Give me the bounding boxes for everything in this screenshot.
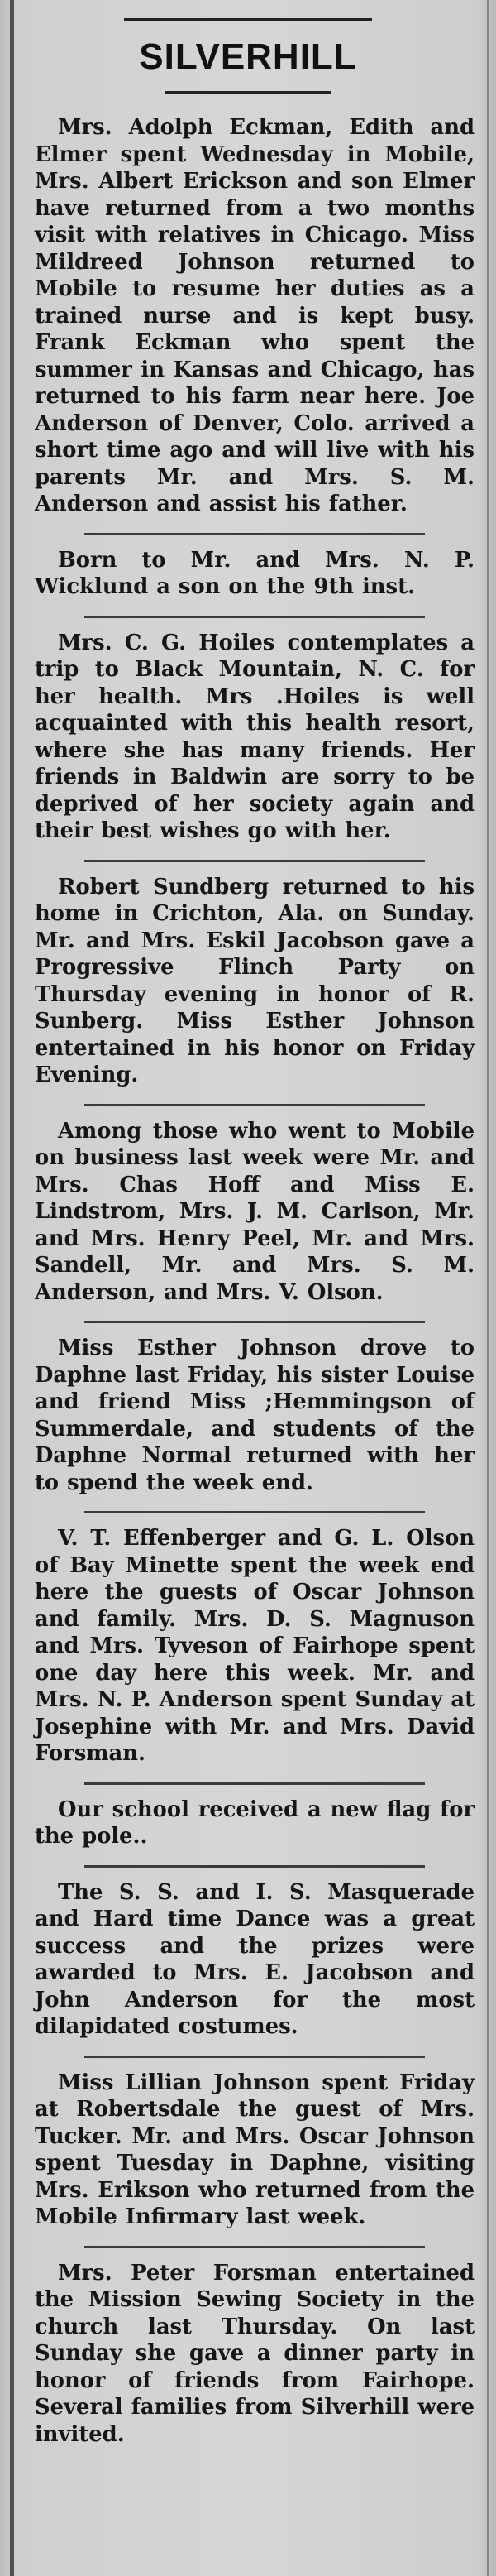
news-item: Mrs. C. G. Hoiles contemplates a trip to Black Mountain, N. C. for her health. Mrs .Hoiles is well acquainted with this health resort, where she has many friends. Her friends in Baldwin are sorry to be deprived of her society again and their best wishes go with her. <box>35 630 475 843</box>
item-separator <box>84 2246 425 2248</box>
item-separator <box>84 533 425 535</box>
headline-rule <box>165 91 331 94</box>
news-item: Mrs. Peter Forsman entertained the Mission Sewing Society in the church last Thursday. On last Sunday she gave a dinner party in honor of friends from Fairhope. Several families from Silverhill were invited. <box>35 2260 475 2447</box>
item-separator <box>84 1321 425 1323</box>
news-item: V. T. Effenberger and G. L. Olson of Bay Minette spent the week end here the guests of Oscar Johnson and family. Mrs. D. S. Magnuson and Mrs. Tyveson of Fairhope spent one day here this week. Mr. and Mrs. N. P. Anderson spent Sunday at Josephine with Mr. and Mrs. David Forsman. <box>35 1526 475 1766</box>
news-item: Among those who went to Mobile on business last week were Mr. and Mrs. Chas Hoff and Miss E. Lindstrom, Mrs. J. M. Carlson, Mr. and Mrs. Henry Peel, Mr. and Mrs. Sandell, Mr. and Mrs. S. M. Anderson, and Mrs. V. Olson. <box>35 1118 475 1305</box>
item-separator <box>84 1511 425 1513</box>
headline: SILVERHILL <box>139 36 357 77</box>
news-item: Born to Mr. and Mrs. N. P. Wicklund a son on the 9th inst. <box>35 547 475 599</box>
news-item: Miss Lillian Johnson spent Friday at Robertsdale the guest of Mrs. Tucker. Mr. and Mrs. Oscar Johnson spent Tuesday in Daphne, visiting Mrs. Erikson who returned from the Mobile Infirmary last week. <box>35 2070 475 2229</box>
column-rule-right <box>487 0 489 2576</box>
news-item: Mrs. Adolph Eckman, Edith and Elmer spent Wednesday in Mobile, Mrs. Albert Erickson and son Elmer have returned from a two months visit with relatives in Chicago. Miss Mildreed Johnson returned to Mobile to resume her duties as a trained nurse and is kept busy. Frank Eckman who spent the summer in Kansas and Chicago, has returned to his farm near here. Joe Anderson of Denver, Colo. arrived a short time ago and will live with his parents Mr. and Mrs. S. M. Anderson and assist his father. <box>35 115 475 516</box>
item-separator <box>84 2056 425 2058</box>
item-separator <box>84 860 425 862</box>
item-separator <box>84 1865 425 1868</box>
news-item: Robert Sundberg returned to his home in Crichton, Ala. on Sunday. Mr. and Mrs. Eskil Jacobson gave a Progressive Flinch Party on Thursday evening in honor of R. Sunberg. Miss Esther Johnson entertained in his honor on Friday Evening. <box>35 874 475 1087</box>
top-rule <box>124 18 372 21</box>
column-rule-left <box>10 0 14 2576</box>
item-separator <box>84 1782 425 1785</box>
news-item: Our school received a new flag for the pole.. <box>35 1796 475 1849</box>
item-separator <box>84 616 425 618</box>
item-separator <box>84 1104 425 1106</box>
article-column <box>35 108 475 2459</box>
news-item: Miss Esther Johnson drove to Daphne last Friday, his sister Louise and friend Miss ;Hemmingson of Summerdale, and students of the Daphne Normal returned with her to spend the week end. <box>35 1336 475 1495</box>
news-item: The S. S. and I. S. Masquerade and Hard time Dance was a great success and the prizes were awarded to Mrs. E. Jacobson and John Anderson for the most dilapidated costumes. <box>35 1879 475 2039</box>
